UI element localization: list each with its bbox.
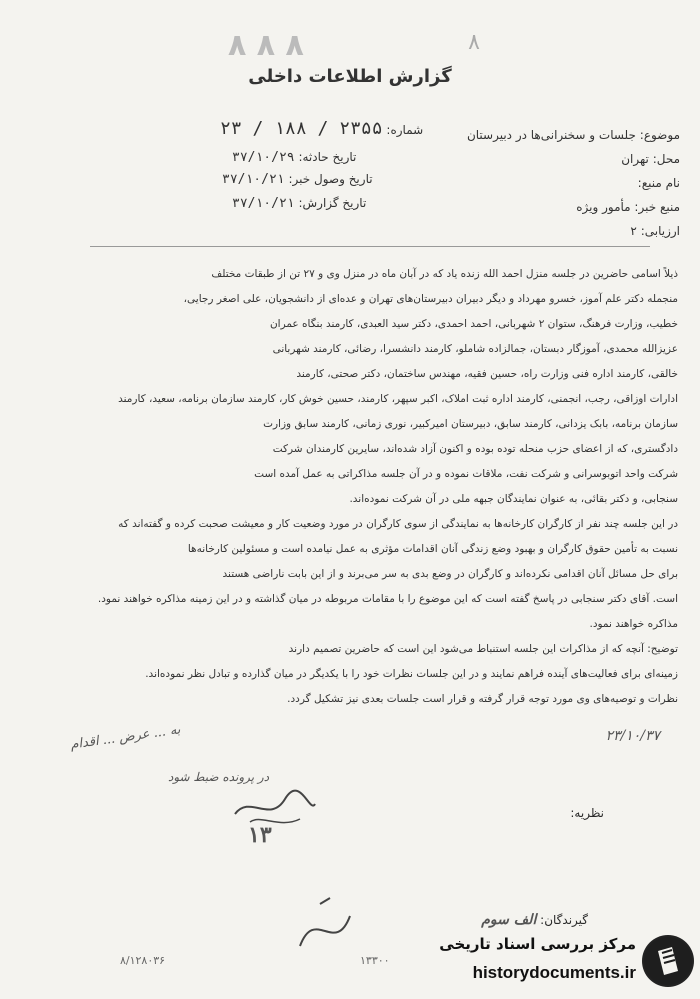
org-url: historydocuments.ir <box>472 963 636 982</box>
receive-date-value: ۳۷/۱۰/۲۱ <box>222 172 285 187</box>
body-line: است. آقای دکتر سنجابی در پاسخ گفته است که این موضوع را با مقامات مربوطه در میان گذاشته و در این زمینه مذاکره خواهند نمود. <box>97 593 678 605</box>
evaluation-label: ارزیابی: <box>640 224 680 238</box>
report-date-row <box>232 196 366 211</box>
body-line: نسبت به تأمین حقوق کارگران و بهبود وضع زندگی آنان اقدامات مؤثری به عمل نیامده است و مسئولین کارخانه‌ها <box>187 543 678 555</box>
body-line: شرکت واحد اتوبوسرانی و شرکت نفت، ملاقات نموده و در آن جلسه مذاکراتی به عمل آمده است <box>254 468 678 480</box>
location-value: تهران <box>621 152 649 166</box>
margin-note-2: در پرونده ضبط شود <box>168 770 270 784</box>
body-line: خالقی، کارمند اداره فنی وزارت راه، حسین فقیه، مهندس ساختمان، دکتر صحتی، کارمند <box>296 368 678 380</box>
source-name-label: نام منبع: <box>637 176 680 190</box>
signature-number: ۱۳ <box>248 822 272 848</box>
body-line: سازمان برنامه، بابک یزدانی، کارمند سابق، دبیرستان امیرکبیر، نوری زمانی، کارمند سابق وزارت <box>263 418 678 430</box>
evaluation-row <box>630 224 680 238</box>
corner-marks: ۸ ۸ ۸ <box>228 28 304 63</box>
report-body <box>42 262 678 712</box>
source-label: منبع خبر: <box>634 200 680 214</box>
number-label: شماره: <box>386 123 424 137</box>
body-line: منجمله دکتر علم آموز، خسرو مهرداد و دیگر دبیران دبیرستان‌های تهران و عده‌ای از دانشجویان، علی اصغر رجایی، <box>183 293 678 305</box>
subject-row <box>467 128 680 142</box>
event-date-value: ۳۷/۱۰/۲۹ <box>232 150 295 165</box>
subject-value: جلسات و سخنرانی‌ها در دبیرستان <box>466 128 636 142</box>
bottom-left-number: ۸/۱۲۸۰۳۶ <box>120 954 166 967</box>
evaluation-value: ۲ <box>630 224 637 238</box>
number-value: ۲۳۵۵ / ۱۸۸ / ۲۳ <box>220 118 383 139</box>
body-line: خطیب، وزارت فرهنگ، ستوان ۲ شهربانی، احمد احمدی، دکتر سید العبدی، کارمند بنگاه عمران <box>269 318 678 330</box>
body-line: سنجابی، و دکتر بقائی، به عنوان نمایندگان جبهه ملی در آن شرکت نموده‌اند. <box>349 493 678 505</box>
body-line: در این جلسه چند نفر از کارگران کارخانه‌ها به نمایندگی از سوی کارگران در مورد وضعیت کار و معیشت صحبت کرده و گفته‌اند که <box>118 518 678 530</box>
org-name: مرکز بررسی اسناد تاریخی <box>439 935 636 953</box>
body-line: برای حل مسائل آنان اقدامی نکرده‌اند و کارگران در وضع بدی به سر می‌برند و از این بابت ناراضی هستند <box>222 568 678 580</box>
archive-logo-icon <box>642 935 694 987</box>
body-line: نظرات و توصیه‌های وی مورد توجه قرار گرفته و قرار است جلسات بعدی نیز تشکیل گردد. <box>287 693 678 705</box>
report-date-label: تاریخ گزارش: <box>298 196 367 210</box>
document-title: گزارش اطلاعات داخلی <box>248 66 452 87</box>
receive-date-row <box>222 172 373 187</box>
location-row <box>621 152 680 166</box>
number-row <box>220 118 423 139</box>
body-line: توضیح: آنچه که از مذاکرات این جلسه استنباط می‌شود این است که حاضرین تصمیم دارند <box>288 643 678 655</box>
view-label: نظریه: <box>570 806 604 820</box>
location-label: محل: <box>652 152 680 166</box>
margin-date: ۲۳/۱۰/۳۷ <box>605 728 660 744</box>
footer-watermark <box>428 933 694 993</box>
source-row <box>576 200 680 214</box>
corner-mark-right: ۸ <box>468 30 480 55</box>
subject-label: موضوع: <box>639 128 680 142</box>
report-date-value: ۳۷/۱۰/۲۱ <box>232 196 295 211</box>
source-value: مأمور ویژه <box>576 200 631 214</box>
source-name-row <box>638 176 680 190</box>
body-line: عزیزالله محمدی، آموزگار دبستان، جمالزاده شاملو، کارمند دانشسرا، رضائی، کارمند شهربانی <box>272 343 678 355</box>
signature-mark <box>230 784 320 854</box>
lower-signature <box>290 896 360 966</box>
body-line: دادگستری، که از اعضای حزب منحله توده بوده و اکنون آزاد شده‌اند، سایرین کارمندان شرکت <box>272 443 678 455</box>
body-line: ادارات اوزاقی، رجب، انجمنی، کارمند اداره ثبت املاک، اکبر سپهر، کارمند، حسین خوش کار، کارمند سازمان برنامه، سعید، کارمند <box>118 393 678 405</box>
body-line: زمینه‌ای برای فعالیت‌های آینده فراهم نمایند و در این جلسات نظرات خود را با یکدیگر در میان گذارده و تبادل نظر نموده‌اند. <box>145 668 678 680</box>
bottom-number: ۱۳۳۰۰ <box>360 954 390 967</box>
event-date-label: تاریخ حادثه: <box>298 150 357 164</box>
margin-note-1: به ... عرض ... اقدام <box>69 722 182 753</box>
event-date-row <box>232 150 356 165</box>
recipients-row <box>481 912 588 928</box>
body-line: مذاکره خواهند نمود. <box>589 618 678 630</box>
recipients-value: الف سوم <box>481 912 537 928</box>
body-line: ذیلاً اسامی حاضرین در جلسه منزل احمد الله زنده یاد که در آبان ماه در منزل وی و ۲۷ تن از طبقات مختلف <box>211 268 678 280</box>
receive-date-label: تاریخ وصول خبر: <box>288 172 373 186</box>
recipients-label: گیرندگان: <box>540 913 588 927</box>
header-divider <box>90 246 650 247</box>
